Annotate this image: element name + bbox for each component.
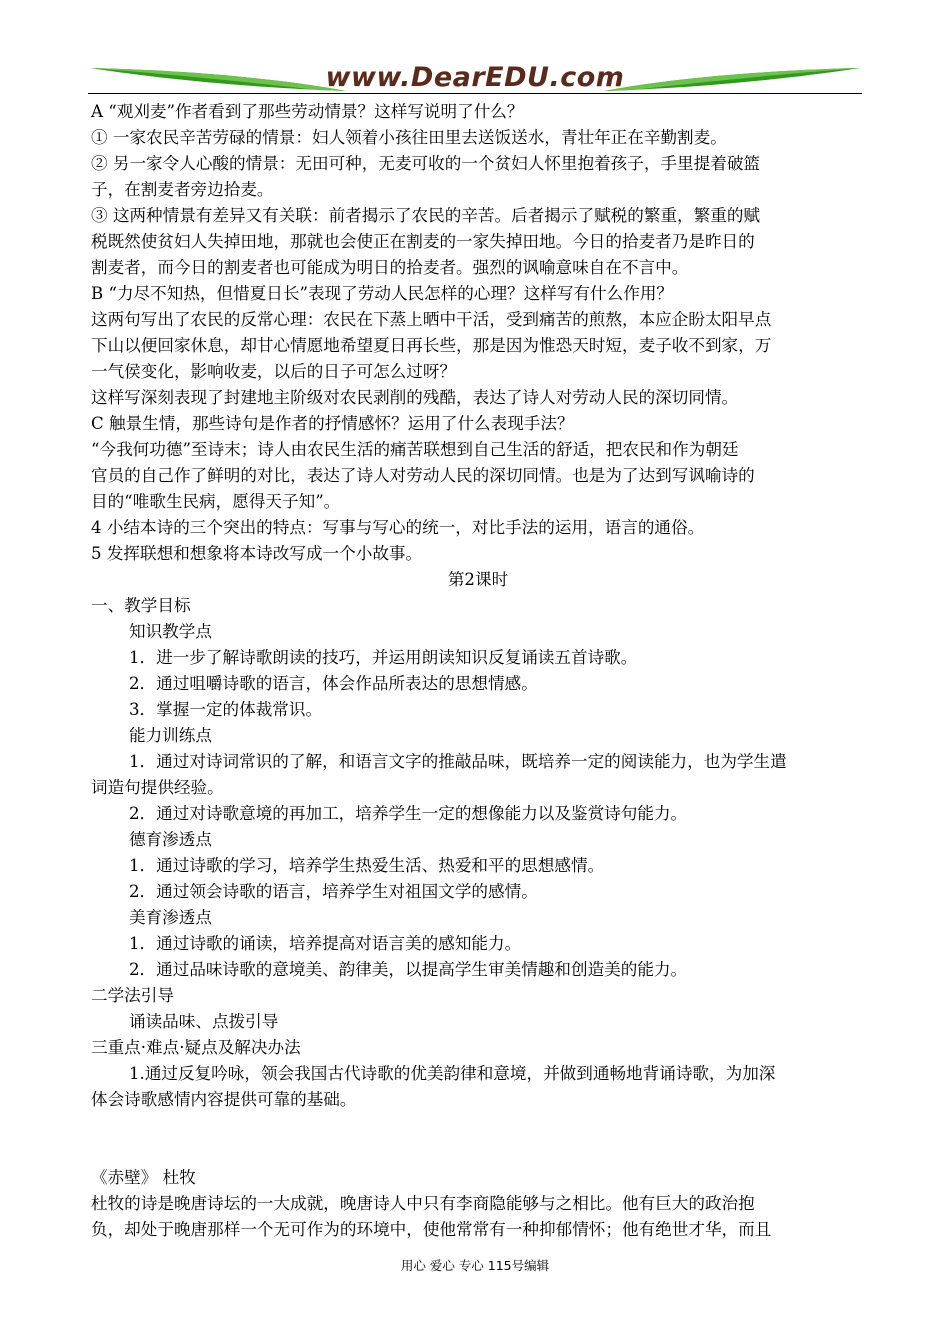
list-item: 1.通过反复吟咏，领会我国古代诗歌的优美韵律和意境，并做到通畅地背诵诗歌，为加深 [129, 1064, 776, 1083]
spacer [91, 1113, 865, 1165]
section-heading: 二学法引导 [91, 986, 174, 1005]
poem-title: 《赤壁》 杜牧 [91, 1168, 196, 1187]
answer-line: 官员的自己作了鲜明的对比，表达了诗人对劳动人民的深切同情。也是为了达到写讽喻诗的 [91, 466, 755, 485]
list-item: 2．通过对诗歌意境的再加工，培养学生一定的想像能力以及鉴赏诗句能力。 [129, 804, 688, 823]
document-body [91, 99, 865, 1243]
answer-line: 这两句写出了农民的反常心理：农民在下蒸上晒中干活，受到痛苦的煎熬，本应企盼太阳早点 [91, 310, 772, 329]
list-item: 1．通过诗歌的学习，培养学生热爱生活、热爱和平的思想感情。 [129, 856, 605, 875]
answer-line: 这样写深刻表现了封建地主阶级对农民剥削的残酷，表达了诗人对劳动人民的深切同情。 [91, 388, 739, 407]
site-logo[interactable]: www.DearEDU.com [325, 62, 625, 93]
answer-line: ② 另一家令人心酸的情景：无田可种，无麦可收的一个贫妇人怀里抱着孩子，手里提着破篮 [91, 154, 761, 173]
answer-line: 子，在割麦者旁边拾麦。 [91, 180, 274, 199]
list-item: 3．掌握一定的体裁常识。 [129, 700, 323, 719]
list-item: 2．通过品味诗歌的意境美、韵律美，以提高学生审美情趣和创造美的能力。 [129, 960, 688, 979]
summary-line: 4 小结本诗的三个突出的特点：写事与写心的统一，对比手法的运用，语言的通俗。 [91, 518, 705, 537]
method-text: 诵读品味、点拨引导 [129, 1012, 279, 1031]
paragraph-line: 杜牧的诗是晚唐诗坛的一大成就，晚唐诗人中只有李商隐能够与之相比。他有巨大的政治抱 [91, 1194, 755, 1213]
answer-line: 割麦者，而今日的割麦者也可能成为明日的拾麦者。强烈的讽喻意味自在不言中。 [91, 258, 689, 277]
page-footer: 用心 爱心 专心 115号编辑 [400, 1258, 550, 1273]
list-item: 1．通过对诗词常识的了解，和语言文字的推敲品味，既培养一定的阅读能力，也为学生遣 [129, 752, 787, 771]
subsection-heading: 能力训练点 [129, 726, 212, 745]
list-item: 2．通过咀嚼诗歌的语言，体会作品所表达的思想情感。 [129, 674, 538, 693]
answer-line: 目的“唯歌生民病，愿得天子知”。 [91, 492, 341, 511]
answer-line: ③ 这两种情景有差异又有关联：前者揭示了农民的辛苦。后者揭示了赋税的繁重，繁重的赋 [91, 206, 761, 225]
list-item-continuation: 体会诗歌感情内容提供可靠的基础。 [91, 1090, 357, 1109]
answer-line: 税既然使贫妇人失掉田地，那就也会使正在割麦的一家失掉田地。今日的拾麦者乃是昨日的 [91, 232, 755, 251]
subsection-heading: 德育渗透点 [129, 830, 212, 849]
answer-line: 一气侯变化，影响收麦，以后的日子可怎么过呀？ [91, 362, 457, 381]
header-rule [88, 93, 862, 94]
task-line: 5 发挥联想和想象将本诗改写成一个小故事。 [91, 544, 423, 563]
list-item-continuation: 词造句提供经验。 [91, 778, 224, 797]
subsection-heading: 知识教学点 [129, 622, 212, 641]
section-heading: 一、教学目标 [91, 596, 191, 615]
section-heading: 三重点·难点·疑点及解决办法 [91, 1038, 301, 1057]
list-item: 1．进一步了解诗歌朗读的技巧，并运用朗读知识反复诵读五首诗歌。 [129, 648, 638, 667]
list-item: 1．通过诗歌的诵读，培养提高对语言美的感知能力。 [129, 934, 522, 953]
answer-line: 下山以便回家休息，却甘心情愿地希望夏日再长些，那是因为惟恐天时短，麦子收不到家，万 [91, 336, 772, 355]
lesson-heading: 第2课时 [447, 570, 509, 589]
site-banner [88, 60, 862, 94]
subsection-heading: 美育渗透点 [129, 908, 212, 927]
question-a: A “观刈麦”作者看到了那些劳动情景？这样写说明了什么？ [91, 102, 524, 121]
answer-line: ① 一家农民辛苦劳碌的情景：妇人领着小孩往田里去送饭送水，青壮年正在辛勤割麦。 [91, 128, 727, 147]
answer-line: “今我何功德”至诗末；诗人由农民生活的痛苦联想到自己生活的舒适，把农民和作为朝廷 [91, 440, 739, 459]
question-b: B “力尽不知热，但惜夏日长”表现了劳动人民怎样的心理？这样写有什么作用？ [91, 284, 674, 303]
question-c: C 触景生情，那些诗句是作者的抒情感怀？运用了什么表现手法？ [91, 414, 574, 433]
paragraph-line: 负，却处于晚唐那样一个无可作为的环境中，使他常常有一种抑郁情怀；他有绝世才华，而且 [91, 1220, 772, 1239]
list-item: 2．通过领会诗歌的语言，培养学生对祖国文学的感情。 [129, 882, 538, 901]
